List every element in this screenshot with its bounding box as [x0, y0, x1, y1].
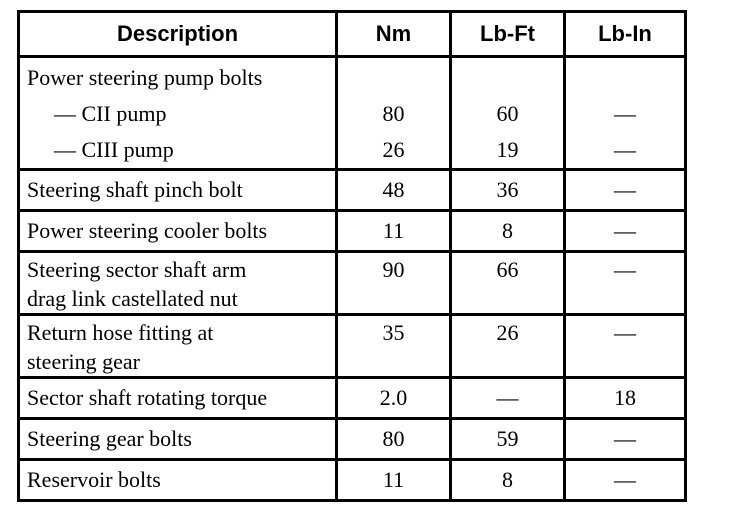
nm-value: 80: [382, 101, 405, 126]
lbin-cell: [565, 57, 686, 170]
lbin-cell: [565, 315, 686, 378]
description-line: Power steering pump bolts: [27, 65, 263, 90]
nm-value: 90: [382, 257, 405, 282]
lbft-cell: [451, 57, 565, 170]
description-line: Sector shaft rotating torque: [27, 385, 268, 410]
table-row: [19, 252, 686, 315]
torque-spec-table: [17, 10, 687, 502]
description-line: Reservoir bolts: [27, 467, 161, 492]
lbft-value: 8: [502, 467, 513, 492]
header-nm: Nm: [337, 12, 451, 57]
description-line: Steering sector shaft arm: [27, 257, 247, 282]
lbft-value: 59: [496, 426, 519, 451]
nm-cell: [337, 211, 451, 252]
description-line: Steering gear bolts: [27, 426, 192, 451]
lbft-cell: [451, 211, 565, 252]
description-cell: [19, 315, 337, 378]
table-row: [19, 419, 686, 460]
nm-value: 11: [382, 218, 405, 243]
lbft-value: 26: [496, 320, 519, 345]
lbft-value: 60: [496, 101, 519, 126]
nm-value: 48: [382, 177, 405, 202]
table-row: [19, 211, 686, 252]
lbin-cell: [565, 419, 686, 460]
lbin-value: —: [614, 137, 636, 162]
lbft-value: 66: [496, 257, 519, 282]
lbft-value: 19: [496, 137, 519, 162]
description-cell: [19, 57, 337, 170]
lbin-cell: [565, 211, 686, 252]
lbin-cell: [565, 170, 686, 211]
nm-value: 26: [382, 137, 405, 162]
nm-cell: [337, 378, 451, 419]
lbft-value: 8: [502, 218, 513, 243]
lbin-value: 18: [614, 385, 636, 410]
header-description: Description: [19, 12, 337, 57]
description-cell: [19, 460, 337, 501]
nm-cell: [337, 460, 451, 501]
nm-value: 35: [382, 320, 405, 345]
lbin-cell: [565, 460, 686, 501]
lbin-value: —: [614, 257, 636, 282]
table-row: [19, 460, 686, 501]
lbft-value: —: [496, 385, 519, 410]
description-cell: [19, 170, 337, 211]
description-line: Return hose fitting at: [27, 320, 214, 345]
lbin-value: —: [614, 177, 636, 202]
nm-cell: [337, 315, 451, 378]
lbft-cell: [451, 315, 565, 378]
lbft-cell: [451, 419, 565, 460]
table-row: [19, 170, 686, 211]
lbin-value: [566, 60, 684, 96]
lbin-value: —: [614, 426, 636, 451]
description-line: drag link castellated nut: [27, 286, 238, 311]
table-row: [19, 378, 686, 419]
description-cell: [19, 378, 337, 419]
lbin-cell: [565, 252, 686, 315]
description-line: — CII pump: [54, 101, 167, 126]
lbin-cell: [565, 378, 686, 419]
lbft-value: 36: [496, 177, 519, 202]
description-cell: [19, 211, 337, 252]
description-line: — CIII pump: [54, 137, 174, 162]
table-row: [19, 57, 686, 170]
description-line: Power steering cooler bolts: [27, 218, 268, 243]
nm-cell: [337, 57, 451, 170]
lbin-value: —: [614, 218, 636, 243]
nm-cell: [337, 419, 451, 460]
lbft-cell: [451, 252, 565, 315]
description-line: Steering shaft pinch bolt: [27, 177, 243, 202]
lbin-value: —: [614, 467, 636, 492]
lbft-cell: [451, 378, 565, 419]
nm-cell: [337, 252, 451, 315]
lbft-cell: [451, 460, 565, 501]
nm-value: 11: [382, 467, 405, 492]
nm-value: 2.0: [379, 385, 408, 410]
lbin-value: —: [614, 320, 636, 345]
lbft-value: [452, 60, 563, 96]
header-row: [19, 12, 686, 57]
lbft-cell: [451, 170, 565, 211]
nm-value: [338, 60, 449, 96]
description-cell: [19, 419, 337, 460]
description-line: steering gear: [27, 349, 140, 374]
table-row: [19, 315, 686, 378]
nm-value: 80: [382, 426, 405, 451]
header-lbin: Lb-In: [565, 12, 686, 57]
lbin-value: —: [614, 101, 636, 126]
description-cell: [19, 252, 337, 315]
nm-cell: [337, 170, 451, 211]
header-lbft: Lb-Ft: [451, 12, 565, 57]
